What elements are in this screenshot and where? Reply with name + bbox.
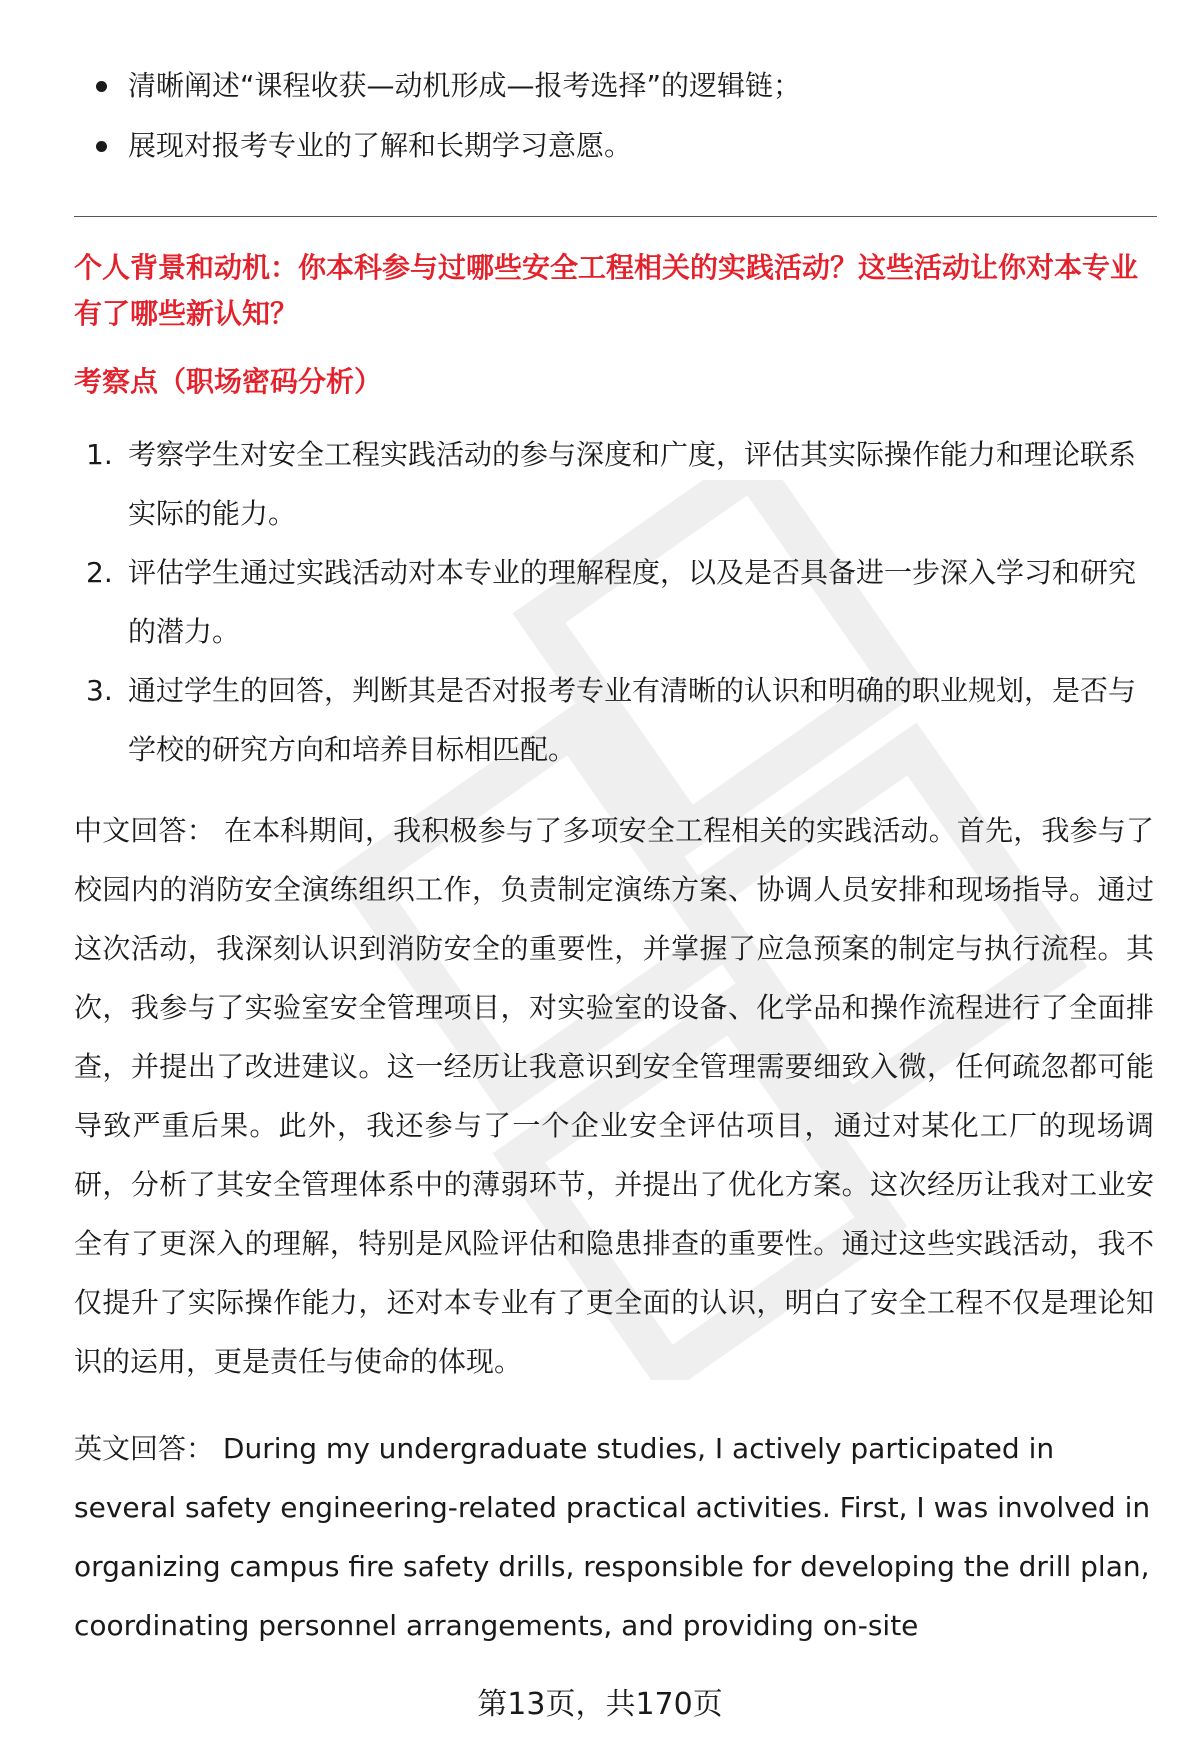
- item-number: 1.: [86, 438, 113, 471]
- item-number: 3.: [86, 674, 113, 707]
- exam-points-heading: 考察点（职场密码分析）: [74, 365, 383, 398]
- bullet-text: 展现对报考专业的了解和长期学习意愿。: [128, 129, 633, 162]
- bullet-icon: [96, 141, 107, 152]
- item-text: 评估学生通过实践活动对本专业的理解程度，以及是否具备进一步深入学习和研究的潜力。: [128, 556, 1137, 648]
- page-number-footer: 第13页，共170页: [477, 1687, 723, 1722]
- item-text: 考察学生对安全工程实践活动的参与深度和广度，评估其实际操作能力和理论联系实际的能力。: [128, 438, 1137, 530]
- section-divider: [74, 216, 1157, 217]
- intro-bullet-list: [74, 56, 1154, 176]
- bullet-icon: [96, 81, 107, 92]
- list-item: [74, 661, 1154, 779]
- list-item: [74, 56, 1154, 116]
- chinese-answer: 中文回答： 在本科期间，我积极参与了多项安全工程相关的实践活动。首先，我参与了校园内的消防安全演练组织工作，负责制定演练方案、协调人员安排和现场指导。通过这次活动，我深刻认识到消防安全的重要性，并掌握了应急预案的制定与执行流程。其次，我参与了实验室安全管理项目，对实验室的设备、化学品和操作流程进行了全面排查，并提出了改进建议。这一经历让我意识到安全管理需要细致入微，任何疏忽都可能导致严重后果。此外，我还参与了一个企业安全评估项目，通过对某化工厂的现场调研，分析了其安全管理体系中的薄弱环节，并提出了优化方案。这次经历让我对工业安全有了更深入的理解，特别是风险评估和隐患排查的重要性。通过这些实践活动，我不仅提升了实际操作能力，还对本专业有了更全面的认识，明白了安全工程不仅是理论知识的运用，更是责任与使命的体现。: [74, 814, 1154, 1378]
- list-item: [74, 543, 1154, 661]
- item-text: 通过学生的回答，判断其是否对报考专业有清晰的认识和明确的职业规划，是否与学校的研究方向和培养目标相匹配。: [128, 674, 1137, 766]
- content-area: [74, 56, 1154, 1683]
- list-item: [74, 116, 1154, 176]
- item-number: 2.: [86, 556, 113, 589]
- question-heading: 个人背景和动机：你本科参与过哪些安全工程相关的实践活动？这些活动让你对本专业有了哪些新认知？: [74, 251, 1139, 330]
- list-item: [74, 425, 1154, 543]
- english-answer: 英文回答： During my undergraduate studies, I actively participated in several safety engineering-related practical activities. First, I was involved in organizing campus fire safety drills, responsible for developing the drill plan, coordinating personnel arrangements, and providing on-site: [74, 1432, 1151, 1642]
- bullet-text: 清晰阐述“课程收获—动机形成—报考选择”的逻辑链；: [128, 69, 802, 102]
- exam-points-list: [74, 425, 1154, 779]
